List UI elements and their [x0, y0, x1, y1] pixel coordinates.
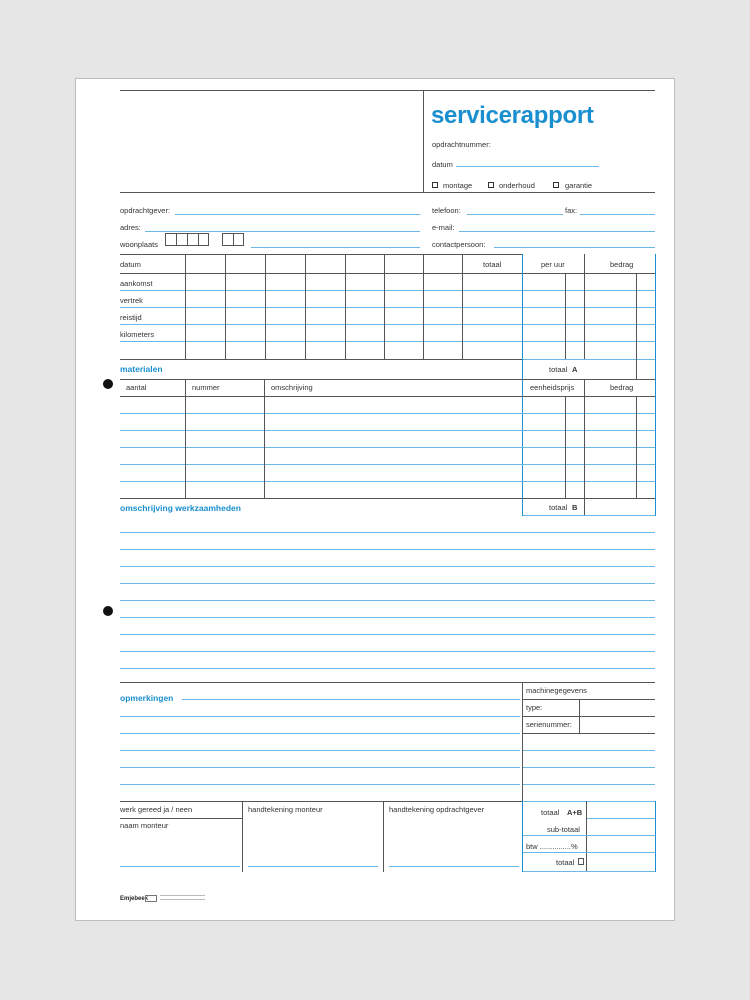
footer-divider: [383, 801, 384, 872]
materials-row-line: [120, 481, 655, 482]
totals-inner-divider: [586, 801, 587, 872]
hours-col-divider: [265, 254, 266, 359]
woonplaats-label: woonplaats: [120, 240, 158, 249]
hours-row-label: kilometers: [120, 330, 155, 339]
materials-row-line: [120, 430, 655, 431]
totaal-ab-prefix: totaal: [541, 808, 560, 817]
work-line[interactable]: [120, 600, 655, 601]
top-border-line: [120, 90, 655, 91]
postcode-letter-boxes[interactable]: [222, 233, 244, 246]
machine-line: [522, 699, 655, 700]
machine-line: [522, 733, 655, 734]
naam-monteur-field-line[interactable]: [120, 866, 240, 867]
hours-row-line: [120, 324, 655, 325]
opdrachtgever-field-line[interactable]: [175, 214, 420, 215]
materials-col-divider: [185, 379, 186, 498]
materials-row-line: [120, 464, 655, 465]
hours-row-line: [120, 290, 655, 291]
email-field-line[interactable]: [459, 231, 655, 232]
materials-bottom-line: [120, 498, 655, 499]
adres-field-line[interactable]: [145, 231, 420, 232]
fax-field-line[interactable]: [580, 214, 655, 215]
werk-gereed-line: [120, 818, 242, 819]
adres-label: adres:: [120, 223, 141, 232]
email-label: e-mail:: [432, 223, 455, 232]
postcode-digit-boxes[interactable]: [165, 233, 209, 246]
punch-hole-top: [103, 379, 113, 389]
work-line[interactable]: [120, 549, 655, 550]
brand-logo: Emjebeek: [120, 896, 149, 902]
opdrachtgever-label: opdrachtgever:: [120, 206, 171, 215]
work-line[interactable]: [120, 634, 655, 635]
hours-col-divider: [185, 254, 186, 359]
totals-top: [523, 801, 655, 802]
contactpersoon-field-line[interactable]: [494, 247, 655, 248]
hours-col-divider: [305, 254, 306, 359]
label-montage: montage: [443, 181, 473, 190]
hours-col-divider: [345, 254, 346, 359]
totaal-ab-letters: A+B: [567, 808, 583, 817]
totaal-final-box: [578, 858, 584, 865]
machinegegevens-label: machinegegevens: [526, 686, 587, 695]
header-bottom-line: [120, 192, 655, 193]
hours-header-totaal: totaal: [483, 260, 502, 269]
totaal-b-divider: [584, 498, 585, 516]
work-line[interactable]: [120, 668, 655, 669]
work-line[interactable]: [120, 532, 655, 533]
totals-frame-right: [655, 801, 656, 872]
hours-col-divider: [225, 254, 226, 359]
totaal-b-bottom: [523, 515, 655, 516]
totaal-a-divider: [636, 359, 637, 380]
hours-row-label: aankomst: [120, 279, 153, 288]
woonplaats-field-line[interactable]: [251, 247, 420, 248]
datum-label: datum: [432, 160, 453, 169]
opdrachtnummer-label: opdrachtnummer:: [432, 140, 491, 149]
machine-line[interactable]: [523, 784, 655, 785]
handtekening-opdrachtgever-label: handtekening opdrachtgever: [389, 805, 485, 814]
hours-header-bedrag: bedrag: [610, 260, 634, 269]
hours-header-datum: datum: [120, 260, 141, 269]
werkzaamheden-title: omschrijving werkzaamheden: [120, 503, 241, 513]
fax-label: fax:: [565, 206, 578, 215]
materials-col-divider: [636, 396, 637, 498]
totals-line: [523, 835, 655, 836]
datum-field-line[interactable]: [456, 166, 599, 167]
work-line[interactable]: [120, 566, 655, 567]
totals-bottom: [523, 871, 655, 872]
materials-row-line: [120, 447, 655, 448]
col-aantal: aantal: [126, 383, 147, 392]
naam-monteur-label: naam monteur: [120, 821, 169, 830]
hours-inner-divider: [565, 273, 566, 359]
totaal-b-prefix: totaal: [549, 503, 568, 512]
work-line[interactable]: [120, 651, 655, 652]
handtekening-monteur-label: handtekening monteur: [248, 805, 323, 814]
totals-frame-left: [522, 801, 523, 872]
totaal-b-letter: B: [572, 503, 578, 512]
work-line[interactable]: [120, 617, 655, 618]
materials-col-divider: [264, 379, 265, 498]
punch-hole-bottom: [103, 606, 113, 616]
machine-line[interactable]: [523, 767, 655, 768]
checkbox-montage[interactable]: [432, 182, 438, 188]
price-frame-left: [522, 254, 523, 516]
footer-divider: [242, 801, 243, 872]
totals-line: [587, 818, 655, 819]
hours-col-divider: [423, 254, 424, 359]
price-frame-right: [655, 254, 656, 516]
remarks-line[interactable]: [120, 784, 520, 785]
hours-row-label: vertrek: [120, 296, 143, 305]
serienummer-label: serienummer:: [526, 720, 572, 729]
form-sheet: [75, 78, 675, 921]
btw-label: btw ...............%: [526, 842, 578, 851]
remarks-line[interactable]: [120, 716, 520, 717]
checkbox-onderhoud[interactable]: [488, 182, 494, 188]
materials-header-line: [120, 396, 655, 397]
materialen-title: materialen: [120, 364, 163, 374]
hours-row-line: [120, 307, 655, 308]
label-garantie: garantie: [565, 181, 593, 190]
telefoon-field-line[interactable]: [467, 214, 563, 215]
contactpersoon-label: contactpersoon:: [432, 240, 486, 249]
hours-inner-divider: [584, 254, 585, 359]
materials-top-line: [120, 379, 655, 380]
totaal-a-letter: A: [572, 365, 578, 374]
remarks-line[interactable]: [120, 750, 520, 751]
hours-col-divider: [384, 254, 385, 359]
checkbox-garantie[interactable]: [553, 182, 559, 188]
machine-line[interactable]: [523, 750, 655, 751]
price-header-line: [523, 273, 655, 274]
work-line[interactable]: [120, 583, 655, 584]
handtekening-monteur-field-line[interactable]: [248, 866, 378, 867]
totaal-final-label: totaal: [556, 858, 575, 867]
header-divider: [423, 90, 424, 192]
col-eenheidsprijs: eenheidsprijs: [530, 383, 575, 392]
hours-row-line: [120, 341, 655, 342]
werk-gereed-label: werk gereed ja / neen: [120, 805, 193, 814]
materials-col-divider: [565, 396, 566, 498]
remarks-line[interactable]: [120, 767, 520, 768]
col-bedrag: bedrag: [610, 383, 634, 392]
handtekening-opdrachtgever-field-line[interactable]: [389, 866, 519, 867]
totals-line: [523, 852, 655, 853]
hours-row-label: reistijd: [120, 313, 142, 322]
materials-row-line: [120, 413, 655, 414]
hours-col-divider: [462, 254, 463, 359]
label-onderhoud: onderhoud: [499, 181, 535, 190]
hours-inner-divider: [636, 273, 637, 359]
col-omschrijving: omschrijving: [271, 383, 313, 392]
brand-code-box: [145, 895, 157, 902]
opmerkingen-title: opmerkingen: [120, 693, 174, 703]
form-title: servicerapport: [431, 102, 594, 129]
totaal-a-prefix: totaal: [549, 365, 568, 374]
footer-top-line: [120, 801, 523, 802]
remarks-line[interactable]: [120, 733, 520, 734]
hours-table-bottom: [120, 359, 523, 360]
hours-header-per-uur: per uur: [541, 260, 565, 269]
type-label: type:: [526, 703, 543, 712]
remarks-line[interactable]: [182, 699, 520, 700]
subtotaal-label: sub-totaal: [547, 825, 580, 834]
brand-fine-print: [160, 895, 205, 898]
machine-inner-divider: [579, 699, 580, 733]
col-nummer: nummer: [192, 383, 220, 392]
brand-fine-print: [160, 899, 205, 902]
telefoon-label: telefoon:: [432, 206, 461, 215]
machine-line: [522, 716, 655, 717]
remarks-top-line: [120, 682, 655, 683]
materials-col-divider: [584, 379, 585, 498]
